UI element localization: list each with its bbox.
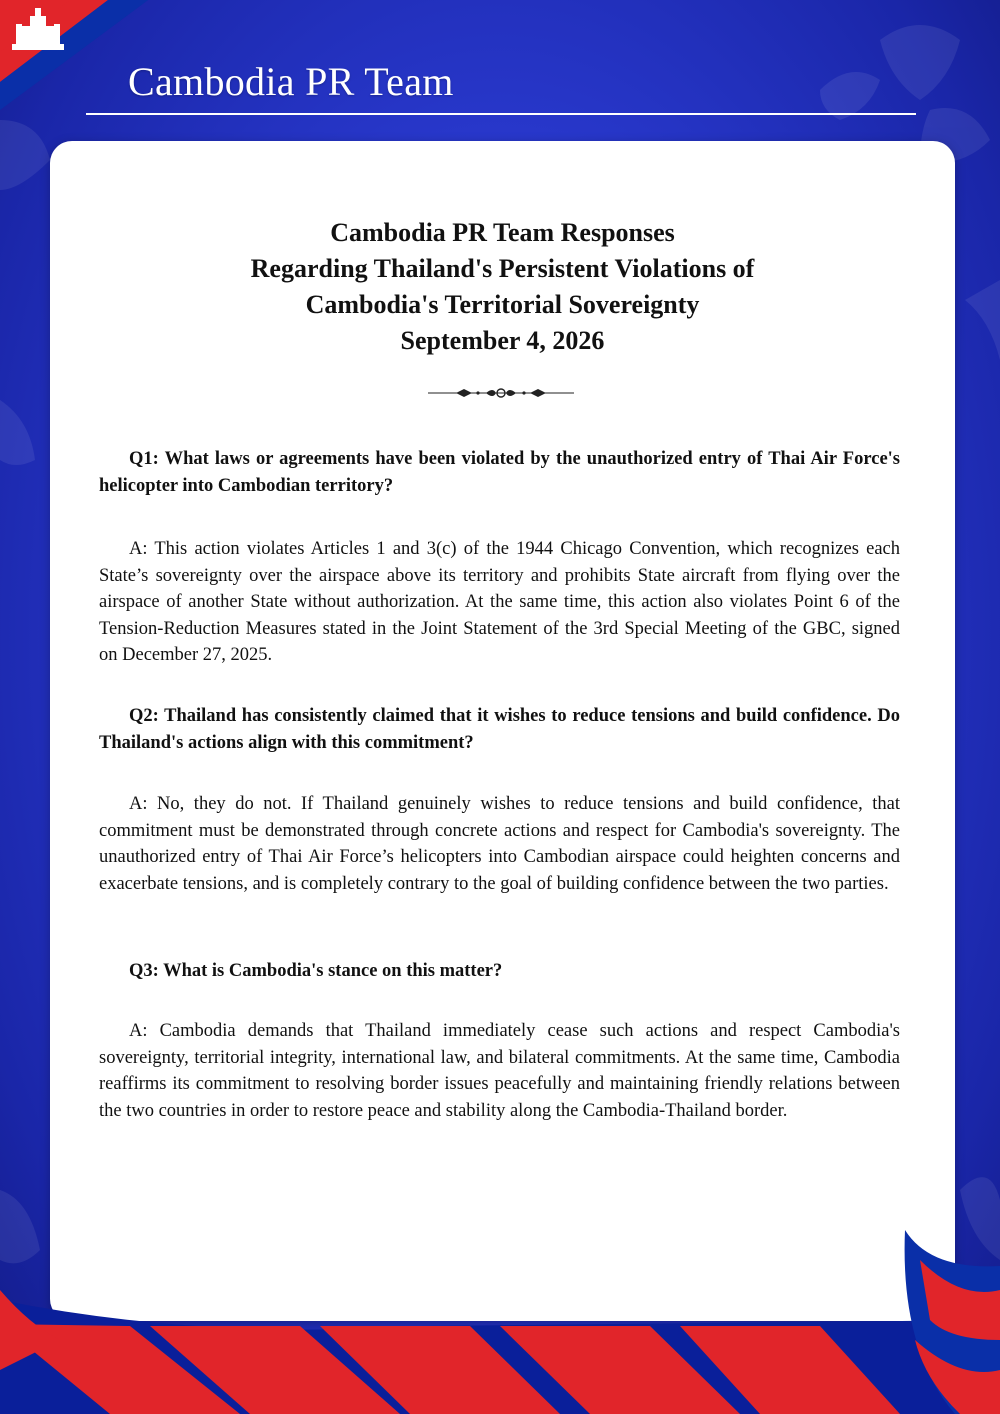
ornamental-divider-icon (426, 385, 576, 401)
answer-2: A: No, they do not. If Thailand genuinely wishes to reduce tensions and build confidence, that commitment must be demonstrated through concrete actions and respect for Cambodia's sovereignty. The unauthorized entry of Thai Air Force’s helicopters into Cambodian airspace could heighten concerns and exacerbate tensions, and is completely contrary to the goal of building confidence between the two parties. (99, 794, 900, 894)
document-title (50, 215, 955, 359)
header-divider (86, 113, 916, 115)
title-line-3: Cambodia's Territorial Sovereignty (305, 290, 700, 319)
flag-ribbon-decoration (0, 1230, 1000, 1414)
title-date: September 4, 2026 (400, 326, 605, 355)
question-2: Q2: Thailand has consistently claimed that it wishes to reduce tensions and build confidence. Do Thailand's actions align with this commitment? (99, 706, 900, 753)
answer-1: A: This action violates Articles 1 and 3(c) of the 1944 Chicago Convention, which recognizes each State’s sovereignty over the airspace above its territory and prohibits State aircraft from flying over the airspace of another State without authorization. At the same time, this action also violates Point 6 of the Tension-Reduction Measures stated in the Joint Statement of the 3rd Special Meeting of the GBC, signed on December 27, 2025. (99, 539, 900, 665)
question-1: Q1: What laws or agreements have been violated by the unauthorized entry of Thai Air Force's helicopter into Cambodian territory? (99, 449, 900, 496)
title-line-2: Regarding Thailand's Persistent Violations of (250, 254, 755, 283)
question-3: Q3: What is Cambodia's stance on this matter? (129, 961, 503, 981)
header-title: Cambodia PR Team (128, 59, 454, 104)
title-line-1: Cambodia PR Team Responses (330, 218, 675, 247)
answer-3: A: Cambodia demands that Thailand immediately cease such actions and respect Cambodia's sovereignty, territorial integrity, international law, and bilateral commitments. At the same time, Cambodia reaffirms its commitment to resolving border issues peacefully and maintaining friendly relations between the two countries in order to restore peace and stability along the Cambodia-Thailand border. (99, 1021, 900, 1121)
